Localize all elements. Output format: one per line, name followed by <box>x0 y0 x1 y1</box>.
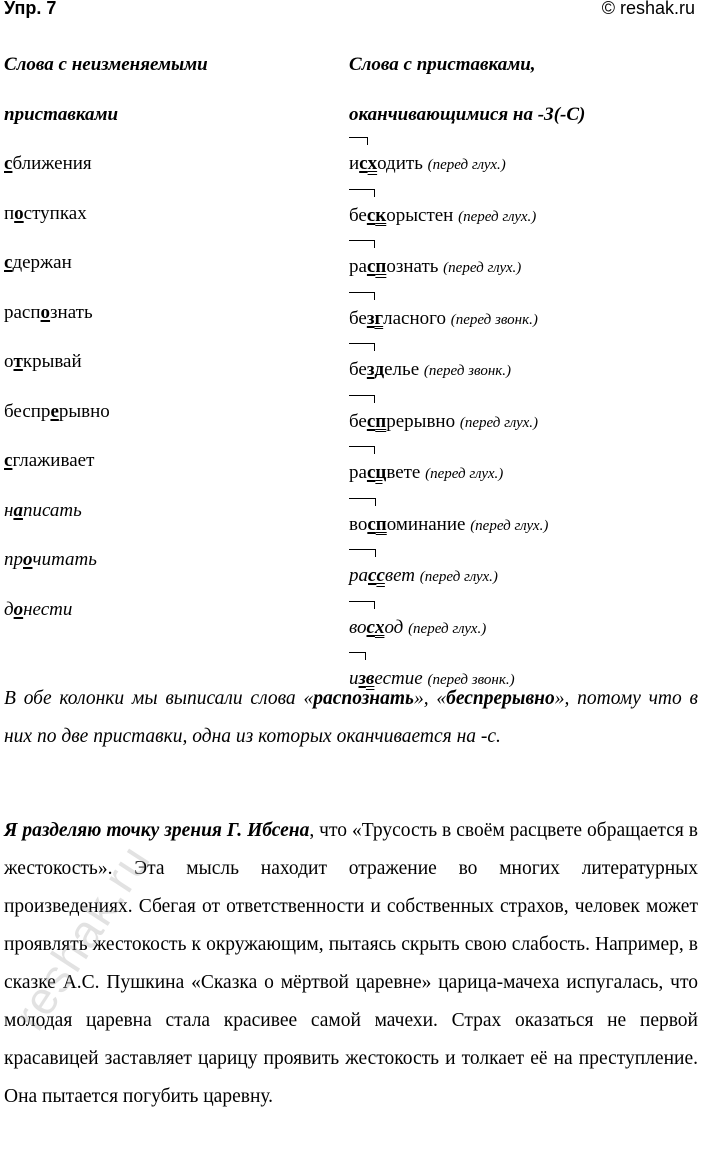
left-word-before: д <box>4 598 14 620</box>
left-word-row <box>4 337 334 387</box>
prefix-final-letter: с <box>367 513 376 535</box>
left-word-before: беспр <box>4 400 51 422</box>
prefix-start: и <box>349 153 360 174</box>
right-word-list <box>349 139 699 706</box>
consonant-note: (перед звонк.) <box>423 363 512 379</box>
site-copyright: © reshak.ru <box>601 0 695 18</box>
consonant-note: (перед звонк.) <box>450 311 538 328</box>
prefix-final-letter: с <box>359 153 368 174</box>
prefix-start: во <box>349 513 368 535</box>
left-word-highlight: о <box>14 202 24 224</box>
conclusion-paragraph <box>4 680 698 756</box>
prefix-start: во <box>349 616 367 638</box>
prefix-mark <box>349 345 375 395</box>
prefix-start: бе <box>349 307 367 329</box>
following-consonant: г <box>374 307 384 329</box>
left-word-after: ступках <box>23 202 87 224</box>
right-heading-line-1: Слова с приставками, <box>349 54 536 75</box>
watermark: reshak.ru <box>2 834 161 1039</box>
following-consonant: ц <box>375 462 387 483</box>
left-word-highlight: о <box>13 598 24 620</box>
consonant-note: (перед глух.) <box>443 260 522 276</box>
following-consonant: с <box>376 565 385 586</box>
prefix-final-letter: с <box>368 565 377 586</box>
prefix-mark <box>349 603 375 653</box>
word-rest: рерывно <box>386 410 456 432</box>
right-heading-line-2: оканчивающимися на -З(-С) <box>349 103 586 125</box>
following-consonant: п <box>375 256 387 277</box>
left-word-row <box>4 238 334 288</box>
right-word-row <box>349 139 699 191</box>
following-consonant: п <box>375 410 387 432</box>
right-word-row <box>349 500 699 552</box>
left-word-highlight: с <box>4 252 13 273</box>
left-word-before: расп <box>4 301 41 323</box>
consonant-note: (перед глух.) <box>427 157 506 173</box>
prefix-mark <box>349 242 375 292</box>
prefix-final-letter: с <box>366 410 376 432</box>
left-word-row <box>4 387 334 437</box>
prefix-final-letter: с <box>366 204 376 226</box>
right-word-row <box>349 294 699 346</box>
consonant-note: (перед глух.) <box>459 414 538 431</box>
left-word-row <box>4 139 334 189</box>
word-rest: ознать <box>386 256 439 277</box>
consonant-note: (перед глух.) <box>425 466 504 482</box>
prefix-mark <box>349 397 375 447</box>
word-rest: ласного <box>383 307 446 329</box>
prefix-final-letter: с <box>366 616 375 638</box>
exercise-label: Упр. 7 <box>4 0 57 18</box>
left-word-before: о <box>4 351 14 372</box>
left-heading-line-2: приставками <box>4 103 119 125</box>
left-word-row <box>4 535 334 585</box>
prefix-mark <box>349 551 376 601</box>
conclusion-text-3: », потому что в них по две приставки, одна из которых оканчивается на -с. <box>4 688 699 747</box>
word-rest: орыстен <box>386 204 454 226</box>
left-word-highlight: с <box>4 153 13 174</box>
word-rest: оминание <box>386 513 466 535</box>
word-rest: од <box>384 616 404 638</box>
prefix-mark <box>349 294 375 344</box>
prefix-final-letter: с <box>366 256 376 277</box>
following-consonant: х <box>374 616 385 638</box>
prefix-start: и <box>349 668 359 689</box>
prefix-mark <box>349 500 376 550</box>
prefix-start: бе <box>349 204 367 226</box>
consonant-note: (перед глух.) <box>458 208 537 225</box>
left-word-before: н <box>4 499 14 521</box>
left-column <box>4 40 334 634</box>
left-word-before: п <box>4 202 15 224</box>
prefix-mark <box>349 139 368 189</box>
left-word-after: рывно <box>58 400 110 422</box>
left-word-row <box>4 486 334 536</box>
consonant-note: (перед глух.) <box>470 517 549 534</box>
prefix-start: ра <box>349 462 367 483</box>
prefix-start: бе <box>349 359 367 380</box>
conclusion-text-1: В обе колонки мы выписали слова « <box>4 688 314 709</box>
word-rest: вет <box>384 565 416 586</box>
prefix-start: ра <box>349 565 368 586</box>
right-word-row <box>349 551 699 603</box>
essay-paragraph <box>4 812 698 1116</box>
conclusion-word-2: беспрерывно <box>446 688 555 709</box>
prefix-mark <box>349 191 375 241</box>
following-consonant: х <box>367 153 378 174</box>
left-word-after: ближения <box>12 153 92 174</box>
left-word-after: крывай <box>22 351 82 372</box>
word-rest: елье <box>384 359 420 380</box>
left-word-after: знать <box>50 301 93 323</box>
following-consonant: к <box>375 204 387 226</box>
left-word-row <box>4 585 334 635</box>
consonant-note: (перед глух.) <box>419 569 498 585</box>
essay-lead: Я разделяю точку зрения Г. Ибсена <box>4 820 310 841</box>
prefix-final-letter: з <box>358 668 366 689</box>
left-heading-line-1: Слова с неизменяемыми <box>4 54 208 75</box>
following-consonant: в <box>365 668 375 689</box>
conclusion-text-2: », « <box>413 688 447 709</box>
right-word-row <box>349 397 699 449</box>
conclusion-word-1: распознать <box>313 688 414 709</box>
consonant-note: (перед звонк.) <box>427 672 515 688</box>
left-word-row <box>4 189 334 239</box>
prefix-final-letter: з <box>366 307 375 329</box>
left-word-highlight: с <box>4 450 13 471</box>
left-word-row <box>4 436 334 486</box>
left-word-highlight: е <box>50 400 59 422</box>
left-word-list <box>4 139 334 634</box>
right-word-row <box>349 603 699 655</box>
left-word-highlight: т <box>13 351 23 372</box>
right-word-row <box>349 242 699 294</box>
left-word-after: читать <box>32 549 97 570</box>
left-word-highlight: а <box>13 499 23 521</box>
consonant-note: (перед глух.) <box>408 620 487 637</box>
prefix-final-letter: с <box>366 462 376 483</box>
left-word-before: пр <box>4 549 23 570</box>
right-word-row <box>349 191 699 243</box>
left-word-after: глаживает <box>12 450 95 471</box>
left-word-after: держан <box>12 252 72 273</box>
left-word-highlight: о <box>40 301 51 323</box>
left-word-highlight: о <box>23 549 33 570</box>
following-consonant: п <box>375 513 387 535</box>
essay-text: , что «Трусость в своём расцвете обращается в жестокость». Эта мысль находит отражение во многих литературных произведениях. Сбегая от ответственности и собственных страхов, человек может проявлять жестокость к окружающим, пытаясь скрыть свою слабость. Например, в сказке А.С. Пушкина «Сказка о мёртвой царевне» царица-мачеха испугалась, что молодая царевна стала красивее самой мачехи. Страх оказаться не первой красавицей заставляет царицу проявить жестокость и толкает её на преступление. Она пытается погубить царевну. <box>4 820 698 1107</box>
word-rest: одить <box>377 153 423 174</box>
word-rest: вете <box>386 462 421 483</box>
left-word-after: писать <box>22 499 82 521</box>
right-word-row <box>349 448 699 500</box>
right-column <box>349 40 699 706</box>
prefix-start: бе <box>349 410 367 432</box>
prefix-start: ра <box>349 256 367 277</box>
right-word-row <box>349 345 699 397</box>
prefix-mark <box>349 448 375 498</box>
following-consonant: д <box>374 359 385 380</box>
word-rest: естие <box>374 668 423 689</box>
left-word-row <box>4 288 334 338</box>
left-word-after: нести <box>23 598 73 620</box>
prefix-final-letter: з <box>366 359 375 380</box>
